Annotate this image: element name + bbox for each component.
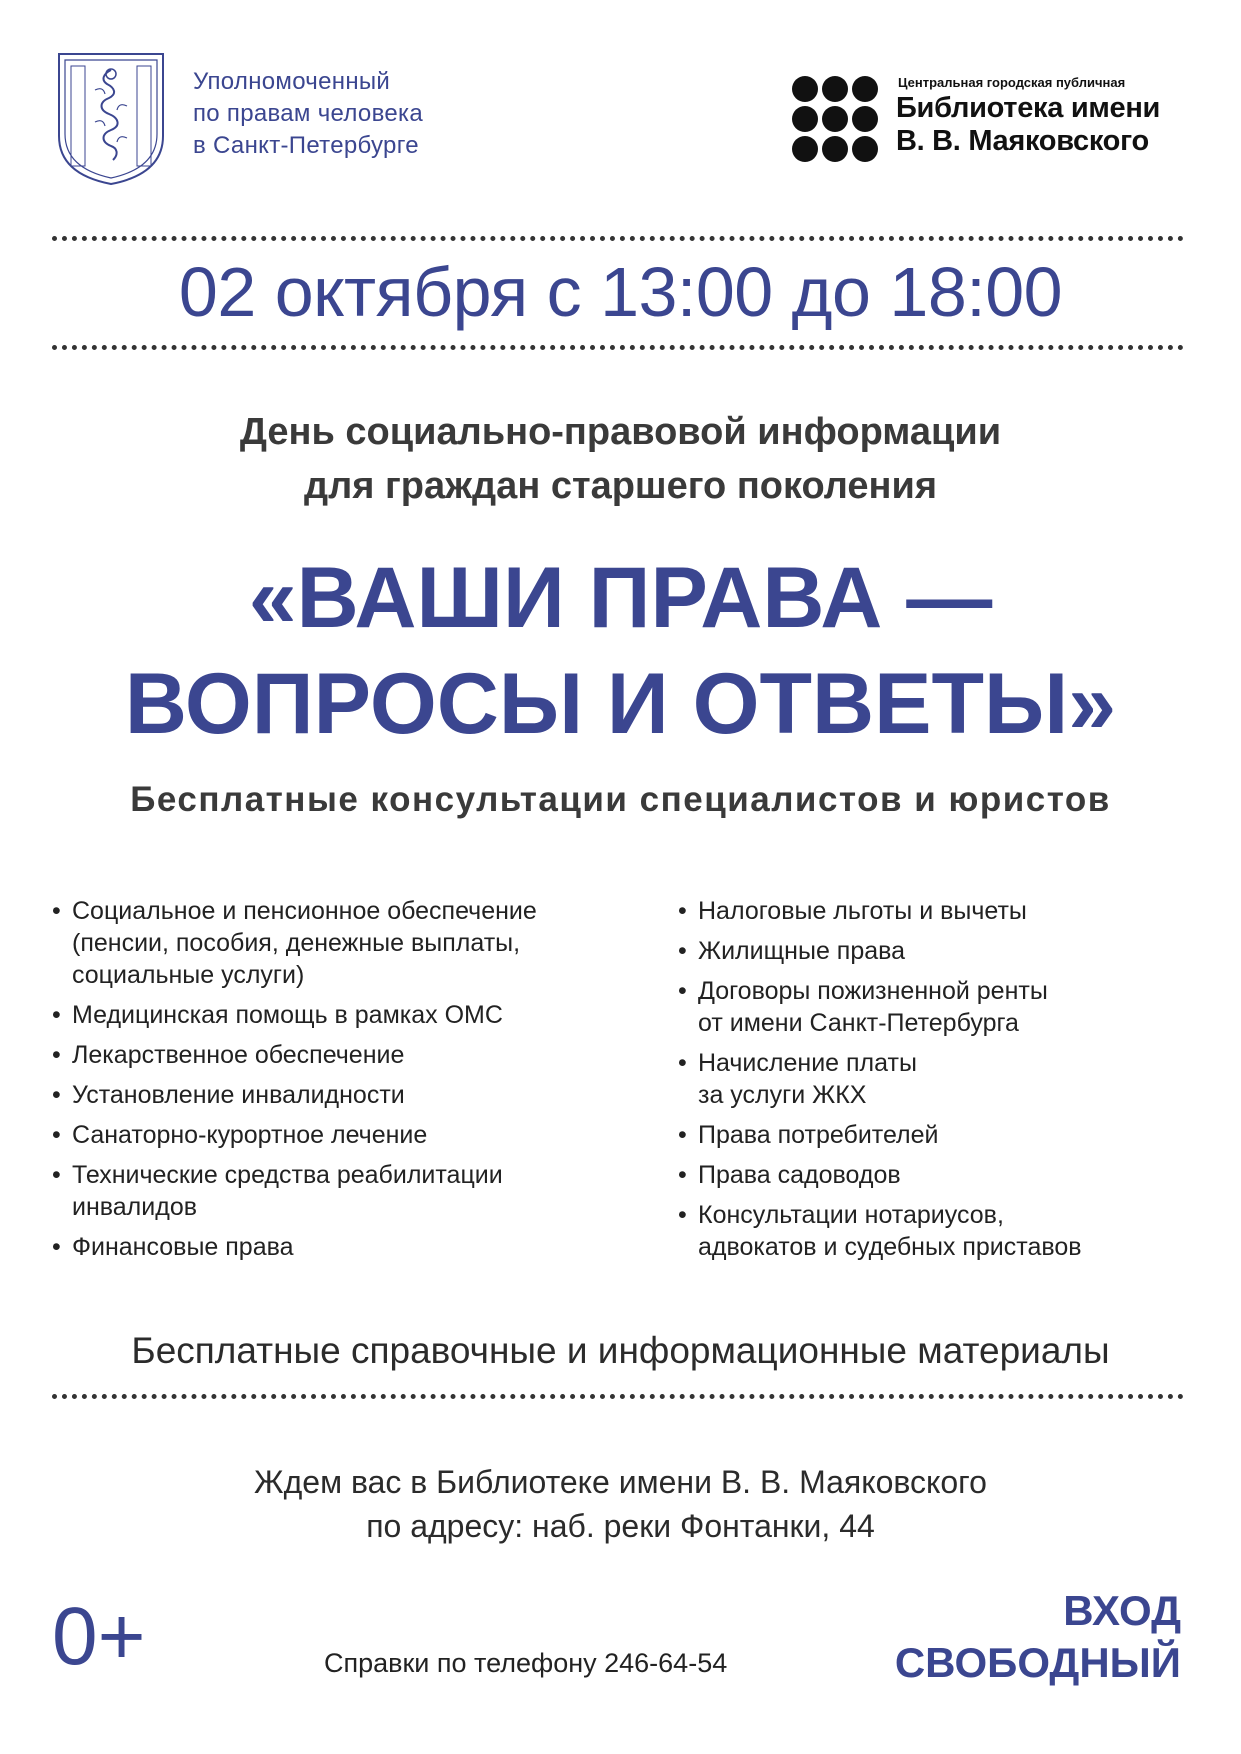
library-dots-logo-icon [790, 74, 880, 164]
list-item [52, 1231, 672, 1263]
list-item-text: • Социальное и пенсионное обеспечение (пенсии, пособия, денежные выплаты, социальные услуги) [72, 897, 537, 989]
list-item-text: • Санаторно-курортное лечение [72, 1121, 428, 1149]
list-item-text: • Жилищные права [698, 937, 906, 965]
ombudsman-line: Уполномоченный [193, 68, 391, 95]
list-item-text: • Налоговые льготы и вычеты [698, 897, 1027, 925]
event-subtitle [0, 405, 1241, 513]
list-item [52, 1039, 672, 1071]
list-item-text: • Лекарственное обеспечение [72, 1041, 405, 1069]
title-line: «ВАШИ ПРАВА — [248, 550, 993, 646]
dotted-divider [52, 345, 1184, 350]
ombudsman-line: по правам человека [193, 100, 423, 127]
list-item [52, 999, 672, 1031]
consultations-heading: Бесплатные консультации специалистов и юристов [130, 780, 1111, 819]
list-item-text: • Финансовые права [72, 1233, 294, 1261]
dotted-divider [52, 1394, 1184, 1399]
list-item-text: • Начисление платы за услуги ЖКХ [698, 1049, 917, 1109]
address-block [0, 1460, 1241, 1548]
list-item-text: • Установление инвалидности [72, 1081, 405, 1109]
materials-heading: Бесплатные справочные и информационные материалы [131, 1330, 1110, 1371]
list-item [678, 975, 1198, 1039]
list-item-text: • Медицинская помощь в рамках ОМС [72, 1001, 503, 1029]
topics-list-right [678, 895, 1198, 1271]
address-line: Ждем вас в Библиотеке имени В. В. Маяковского [254, 1464, 987, 1500]
list-item [678, 935, 1198, 967]
list-item-text: • Договоры пожизненной ренты от имени Санкт-Петербурга [698, 977, 1048, 1037]
list-item [52, 1159, 672, 1223]
age-rating: 0+ [52, 1591, 146, 1682]
list-item-text: • Технические средства реабилитации инвалидов [72, 1161, 503, 1221]
subtitle-line: для граждан старшего поколения [303, 465, 938, 507]
address-line: по адресу: наб. реки Фонтанки, 44 [366, 1508, 875, 1544]
list-item [52, 1079, 672, 1111]
list-item [678, 1159, 1198, 1191]
dotted-divider [52, 236, 1184, 241]
phone-info: Справки по телефону 246-64-54 [324, 1648, 728, 1678]
subtitle-line: День социально-правовой информации [239, 411, 1002, 453]
list-item-text: • Права потребителей [698, 1121, 939, 1149]
library-caption: Центральная городская публичная [898, 75, 1126, 90]
free-entry [895, 1585, 1181, 1689]
library-name-line: Библиотека имени [896, 92, 1161, 124]
library-name-line: В. В. Маяковского [896, 125, 1149, 157]
event-datetime: 02 октября с 13:00 до 18:00 [178, 253, 1063, 331]
list-item [678, 1047, 1198, 1111]
crest-icon [55, 50, 167, 188]
list-item-text: • Консультации нотариусов, адвокатов и судебных приставов [698, 1201, 1082, 1261]
list-item [52, 1119, 672, 1151]
ombudsman-title [193, 66, 423, 162]
entry-line: ВХОД [1063, 1587, 1181, 1634]
event-title [0, 545, 1241, 757]
topics-list-left [52, 895, 672, 1271]
title-line: ВОПРОСЫ И ОТВЕТЫ» [124, 656, 1117, 752]
entry-line: СВОБОДНЫЙ [894, 1639, 1181, 1686]
list-item [678, 895, 1198, 927]
list-item [678, 1119, 1198, 1151]
library-name [896, 92, 1160, 158]
list-item [678, 1199, 1198, 1263]
ombudsman-line: в Санкт-Петербурге [193, 132, 419, 159]
list-item-text: • Права садоводов [698, 1161, 901, 1189]
list-item [52, 895, 672, 991]
